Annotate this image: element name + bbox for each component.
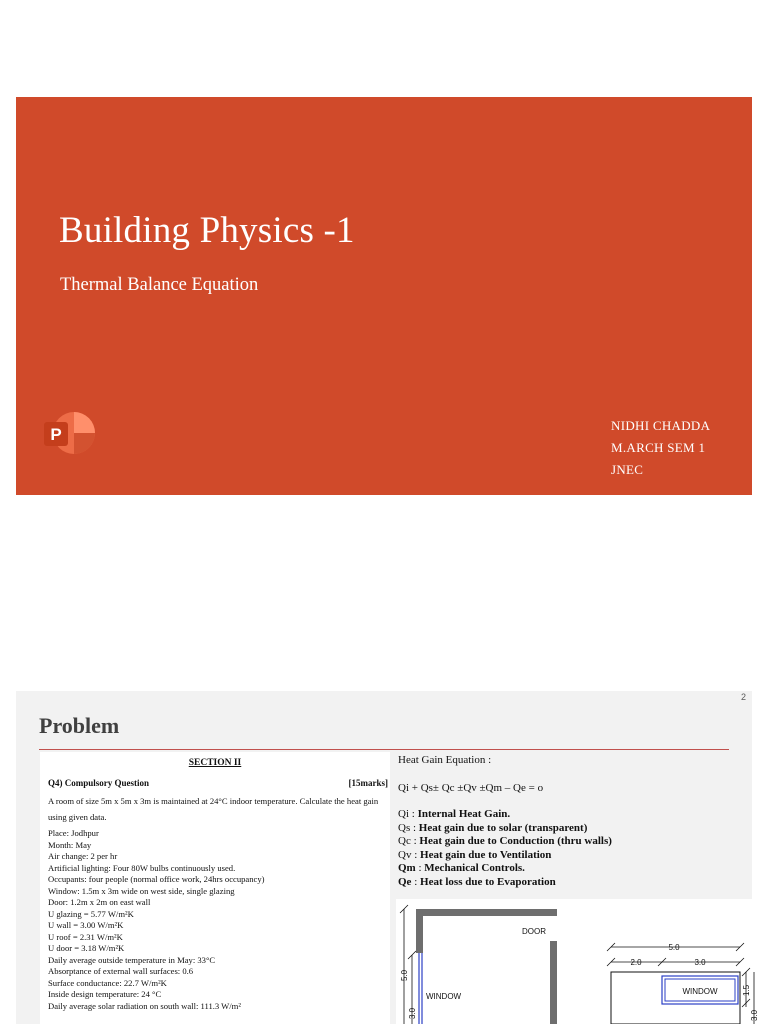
definition-term: Qe (398, 875, 412, 888)
page-number: 2 (740, 692, 746, 702)
room-diagram (396, 899, 759, 1024)
list-item: Absorptance of external wall surfaces: 0.6 (48, 966, 194, 976)
logo-letter: P (50, 425, 62, 444)
definition-desc: Heat gain due to Ventilation (420, 848, 552, 861)
definition-item: Qs : Heat gain due to solar (transparent) (398, 821, 588, 834)
list-item: Occupants: four people (normal office work, 24hrs occupancy) (48, 874, 265, 884)
list-item: U door = 3.18 W/m²K (48, 943, 125, 953)
section-heading: SECTION II (188, 758, 242, 768)
list-item: Air change: 2 per hr (48, 851, 118, 861)
question-image (40, 752, 390, 1024)
definition-desc: Heat gain due to solar (transparent) (418, 821, 588, 834)
definition-term: Qv (398, 848, 412, 861)
plan-window-dimension: 3.0 (408, 1007, 417, 1019)
list-item: U glazing = 5.77 W/m²K (48, 908, 134, 919)
definition-desc: Mechanical Controls. (424, 862, 525, 874)
powerpoint-icon (42, 411, 96, 455)
list-item: U roof = 2.31 W/m²K (48, 931, 123, 942)
plan-wall-left (416, 909, 423, 953)
definition-term: Qi (398, 808, 409, 820)
question-intro: A room of size 5m x 5m x 3m is maintained at 24°C indoor temperature. Calculate the heat gain using given data. (48, 796, 379, 822)
heat-gain-equation: Qi + Qs± Qc ±Qv ±Qm – Qe = o (398, 782, 544, 794)
list-item: Surface conductance: 22.7 W/m²K (48, 977, 167, 988)
title-slide[interactable] (16, 97, 752, 495)
door-label: DOOR (522, 927, 546, 936)
elevation-window-label: WINDOW (682, 987, 718, 996)
definition-desc: Internal Heat Gain. (417, 808, 511, 820)
list-item: Inside design temperature: 24 °C (48, 989, 162, 999)
definition-desc: Heat loss due to Evaporation (420, 875, 556, 888)
elevation-height-dimension: 3.0 (750, 1009, 759, 1021)
list-item: U wall = 3.00 W/m²K (48, 920, 124, 930)
list-item: Month: May (48, 839, 92, 850)
question-heading: Q4) Compulsory Question (48, 778, 150, 788)
author-block (611, 415, 710, 481)
list-item: Daily average outside temperature in May: 33°C (48, 954, 216, 965)
definition-term: Qm (398, 862, 416, 874)
plan-wall-top (416, 909, 557, 916)
top-total-dimension: 5.0 (668, 943, 680, 952)
definition-item: Qi : Internal Heat Gain. (398, 808, 511, 820)
slide-title: Building Physics -1 (59, 210, 355, 251)
question-marks: [15marks] (348, 778, 388, 788)
top-window-dimension: 3.0 (694, 958, 706, 967)
definition-item: Qm : Mechanical Controls. (398, 862, 525, 874)
equation-title: Heat Gain Equation : (398, 754, 492, 766)
plan-side-dimension: 5.0 (400, 969, 409, 981)
author-institute: JNEC (611, 462, 644, 477)
definition-term: Qs (398, 821, 411, 834)
list-item: Door: 1.2m x 2m on east wall (48, 897, 151, 907)
elevation-window-dimension: 1.5 (742, 984, 751, 996)
list-item: Artificial lighting: Four 80W bulbs continuously used. (48, 862, 236, 873)
author-course: M.ARCH SEM 1 (611, 440, 706, 455)
definition-item: Qe : Heat loss due to Evaporation (398, 875, 556, 888)
definition-desc: Heat gain due to Conduction (thru walls) (419, 835, 612, 847)
definition-item: Qc : Heat gain due to Conduction (thru walls) (398, 835, 612, 847)
problem-slide[interactable] (16, 691, 759, 1024)
plan-wall-right (550, 941, 557, 1024)
top-left-dimension: 2.0 (630, 958, 642, 967)
definition-item: Qv : Heat gain due to Ventilation (398, 848, 552, 861)
definition-list (398, 808, 612, 889)
list-item: Daily average solar radiation on south wall: 111.3 W/m² (48, 1000, 241, 1011)
slide-title: Problem (39, 713, 120, 738)
title-divider (39, 749, 729, 750)
plan-window-label: WINDOW (426, 992, 462, 1001)
list-item: Window: 1.5m x 3m wide on west side, single glazing (48, 885, 235, 896)
author-name: NIDHI CHADDA (611, 418, 711, 433)
definition-term: Qc (398, 835, 411, 847)
question-data-list (48, 828, 265, 1012)
list-item: Place: Jodhpur (48, 828, 99, 838)
slide-subtitle: Thermal Balance Equation (60, 275, 259, 295)
